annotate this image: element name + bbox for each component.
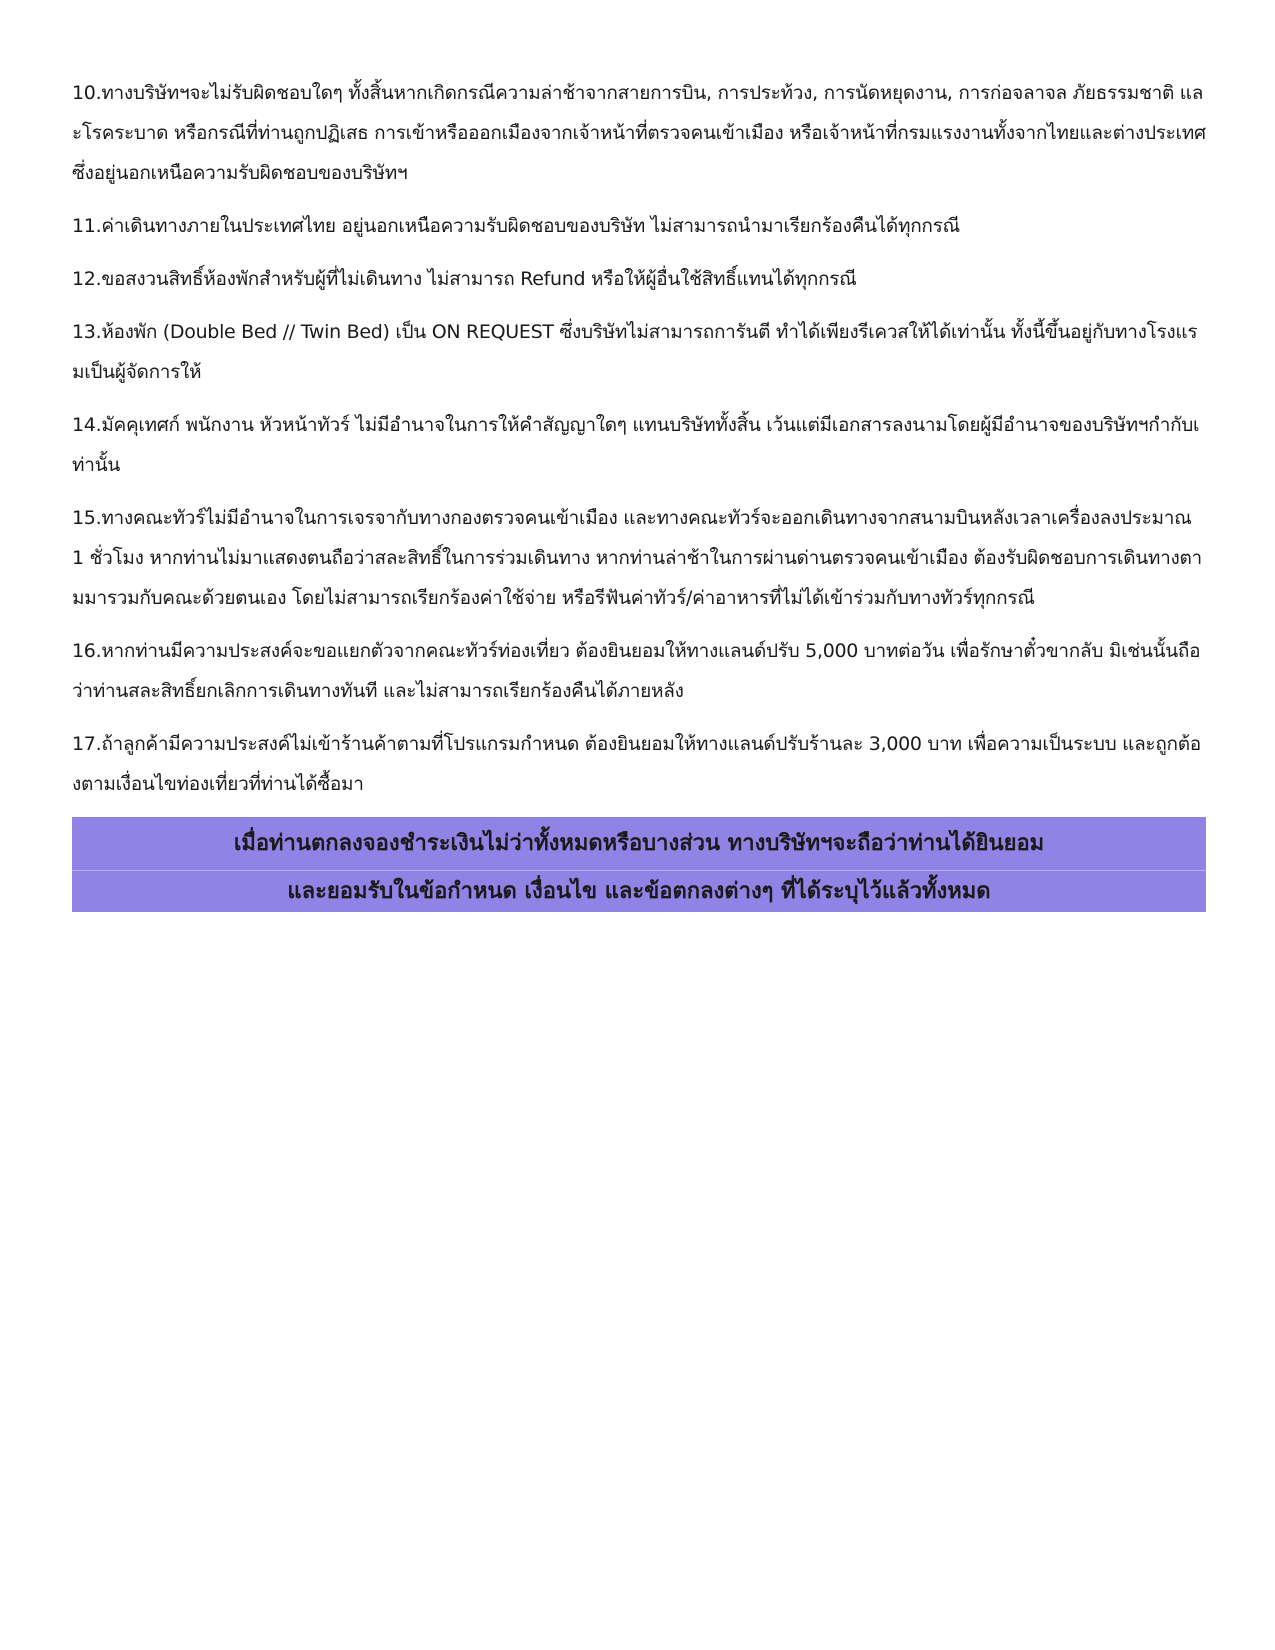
acceptance-banner: [72, 817, 1206, 912]
clause-16: 16.หากท่านมีความประสงค์จะขอแยกตัวจากคณะทัวร์ท่องเที่ยว ต้องยินยอมให้ทางแลนด์ปรับ 5,000 บาทต่อวัน เพื่อรักษาตั๋วขากลับ มิเช่นนั้นถือว่าท่านสละสิทธิ์ยกเลิกการเดินทางทันที และไม่สามารถเรียกร้องคืนได้ภายหลัง: [72, 640, 1201, 702]
clause-10: 10.ทางบริษัทฯจะไม่รับผิดชอบใดๆ ทั้งสิ้นหากเกิดกรณีความล่าช้าจากสายการบิน, การประท้วง, การนัดหยุดงาน, การก่อจลาจล ภัยธรรมชาติ และโรคระบาด หรือกรณีที่ท่านถูกปฏิเสธ การเข้าหรือออกเมืองจากเจ้าหน้าที่ตรวจคนเข้าเมือง หรือเจ้าหน้าที่กรมแรงงานทั้งจากไทยและต่างประเทศซึ่งอยู่นอกเหนือความรับผิดชอบของบริษัทฯ: [72, 82, 1206, 184]
clause-15: 15.ทางคณะทัวร์ไม่มีอำนาจในการเจรจากับทางกองตรวจคนเข้าเมือง และทางคณะทัวร์จะออกเดินทางจากสนามบินหลังเวลาเครื่องลงประมาณ 1 ชั่วโมง หากท่านไม่มาแสดงตนถือว่าสละสิทธิ์ในการร่วมเดินทาง หากท่านล่าช้าในการผ่านด่านตรวจคนเข้าเมือง ต้องรับผิดชอบการเดินทางตามมารวมกับคณะด้วยตนเอง โดยไม่สามารถเรียกร้องค่าใช้จ่าย หรือรีฟันค่าทัวร์/ค่าอาหารที่ไม่ได้เข้าร่วมกับทางทัวร์ทุกกรณี: [72, 507, 1202, 609]
clause-12: 12.ขอสงวนสิทธิ์ห้องพักสำหรับผู้ที่ไม่เดินทาง ไม่สามารถ Refund หรือให้ผู้อื่นใช้สิทธิ์แทนได้ทุกกรณี: [72, 268, 857, 290]
acceptance-banner-line-2: และยอมรับในข้อกำหนด เงื่อนไข และข้อตกลงต่างๆ ที่ได้ระบุไว้แล้วทั้งหมด: [72, 870, 1206, 912]
clause-17: 17.ถ้าลูกค้ามีความประสงค์ไม่เข้าร้านค้าตามที่โปรแกรมกำหนด ต้องยินยอมให้ทางแลนด์ปรับร้านละ 3,000 บาท เพื่อความเป็นระบบ และถูกต้องตามเงื่อนไขท่องเที่ยวที่ท่านได้ซื้อมา: [72, 733, 1201, 795]
clause-14: 14.มัคคุเทศก์ พนักงาน หัวหน้าทัวร์ ไม่มีอำนาจในการให้คำสัญญาใดๆ แทนบริษัททั้งสิ้น เว้นแต่มีเอกสารลงนามโดยผู้มีอำนาจของบริษัทฯกำกับเท่านั้น: [72, 414, 1200, 476]
terms-document: [72, 73, 1206, 912]
clause-11: 11.ค่าเดินทางภายในประเทศไทย อยู่นอกเหนือความรับผิดชอบของบริษัท ไม่สามารถนำมาเรียกร้องคืนได้ทุกกรณี: [72, 215, 960, 237]
clause-13: 13.ห้องพัก (Double Bed // Twin Bed) เป็น ON REQUEST ซึ่งบริษัทไม่สามารถการันตี ทำได้เพียงรีเควสให้ได้เท่านั้น ทั้งนี้ขึ้นอยู่กับทางโรงแรมเป็นผู้จัดการให้: [72, 321, 1198, 383]
acceptance-banner-line-1: เมื่อท่านตกลงจองชำระเงินไม่ว่าทั้งหมดหรือบางส่วน ทางบริษัทฯจะถือว่าท่านได้ยินยอม: [233, 831, 1045, 856]
